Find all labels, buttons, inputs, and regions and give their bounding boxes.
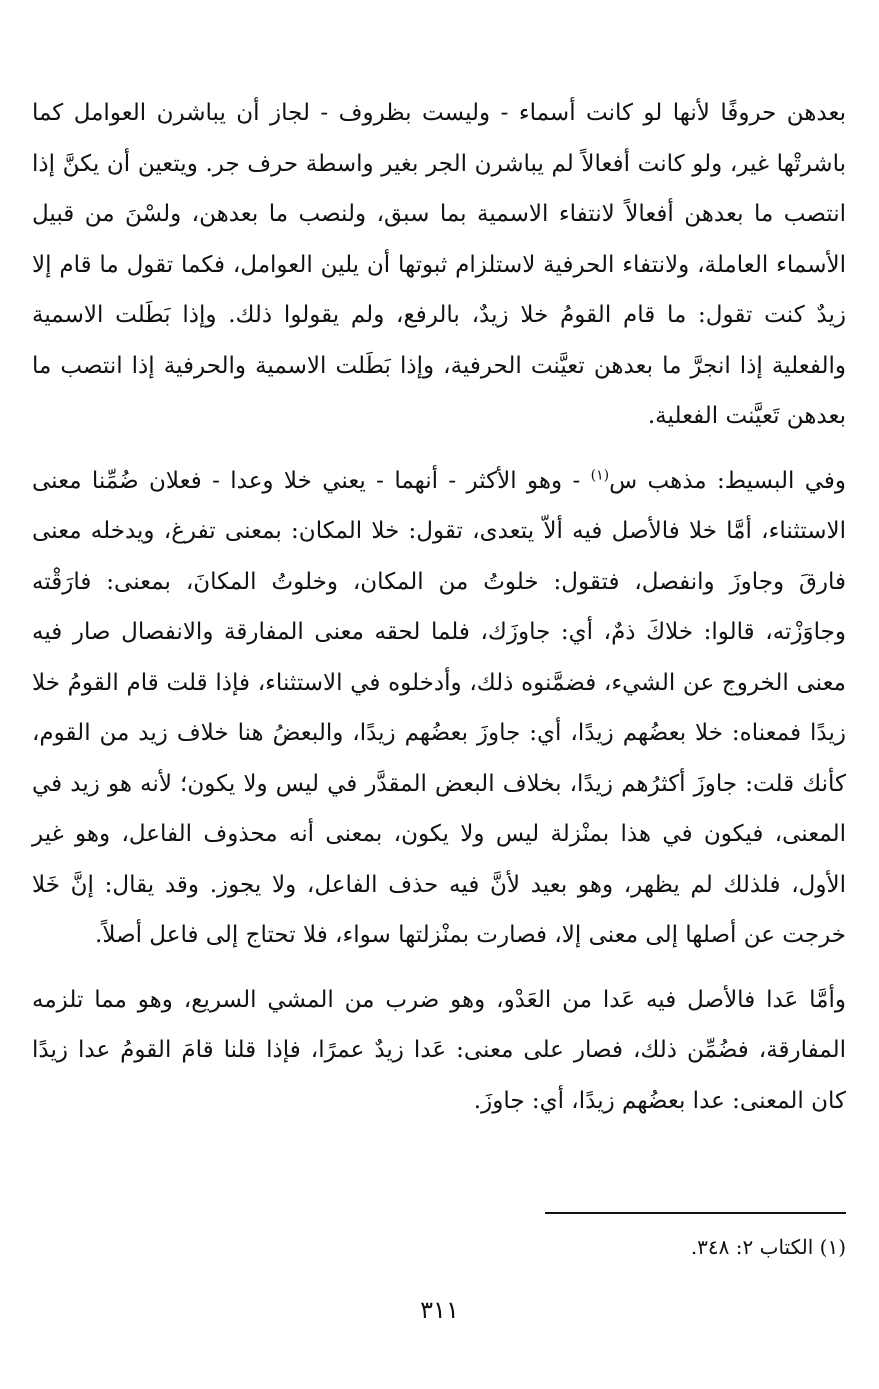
paragraph-1: بعدهن حروفًا لأنها لو كانت أسماء - وليست بظروف - لجاز أن يباشرن العوامل كما باشرتْها غير، ولو كانت أفعالاً لم يباشرن الجر بغير واسطة حرف جر. ويتعين أن يكنَّ إذا انتصب ما بعدهن أفعالاً لانتفاء الاسمية بما سبق، ولنصب ما بعدهن، ولسْنَ من قبيل الأسماء العاملة، ولانتفاء الحرفية لاستلزام ثبوتها أن يلين العوامل، فكما تقول ما قام إلا زيدٌ كنت تقول: ما قام القومُ خلا زيدٌ، بالرفع، ولم يقولوا ذلك. وإذا بَطَلت الاسمية والفعلية إذا انجرَّ ما بعدهن تعيَّنت الحرفية، وإذا بَطَلت الاسمية والحرفية إذا انتصب ما بعدهن تَعيَّنت الفعلية. [32,100,846,429]
paragraph-3: وأمَّا عَدا فالأصل فيه عَدا من العَدْو، وهو ضرب من المشي السريع، وهو مما تلزمه المفارقة، فضُمِّن ذلك، فصار على معنى: عَدا زيدٌ عمرًا، فإذا قلنا قامَ القومُ عدا زيدًا كان المعنى: عدا بعضُهم زيدًا، أي: جاوزَ. [32,986,846,1114]
paragraph-2-rest: - وهو الأكثر - أنهما - يعني خلا وعدا - فعلان ضُمِّنا معنى الاستثناء، أمَّا خلا فالأصل فيه ألاّ يتعدى، تقول: خلا المكان: بمعنى تفرغ، ويدخله معنى فارقَ وجاوزَ وانفصل، فتقول: خلوتُ من المكان، وخلوتُ المكانَ، بمعنى: فارَقْته وجاوَزْته، قالوا: خلاكَ ذمٌ، أي: جاوزَك، فلما لحقه معنى المفارقة والانفصال صار فيه معنى الخروج عن الشيء، فضمَّنوه ذلك، وأدخلوه في الاستثناء، فإذا قلت قام القومُ خلا زيدًا فمعناه: خلا بعضُهم زيدًا، أي: جاوزَ بعضُهم زيدًا، والبعضُ هنا خلاف زيد من القوم، كأنك قلت: جاوزَ أكثرُهم زيدًا، بخلاف البعض المقدَّر في ليس ولا يكون؛ لأنه هو زيد في المعنى، فيكون في هذا بمنْزلة ليس ولا يكون، بمعنى أنه محذوف الفاعل، وهو غير الأول، فلذلك لم يظهر، وهو بعيد لأنَّ فيه حذف الفاعل، ولا يجوز. وقد يقال: إنَّ خَلا خرجت عن أصلها إلى معنى إلا، فصارت بمنْزلتها سواء، فلا تحتاج إلى فاعل أصلاً. [32,467,846,948]
footnote-reference: (١) [590,466,610,483]
footnote: (١) الكتاب ٢: ٣٤٨. [690,1235,846,1259]
footnote-divider [545,1212,846,1214]
page-body [32,88,846,1126]
page-number: ٣١١ [420,1296,459,1324]
paragraph-2 [32,456,846,961]
paragraph-2-start: وفي البسيط: مذهب س [609,467,846,494]
